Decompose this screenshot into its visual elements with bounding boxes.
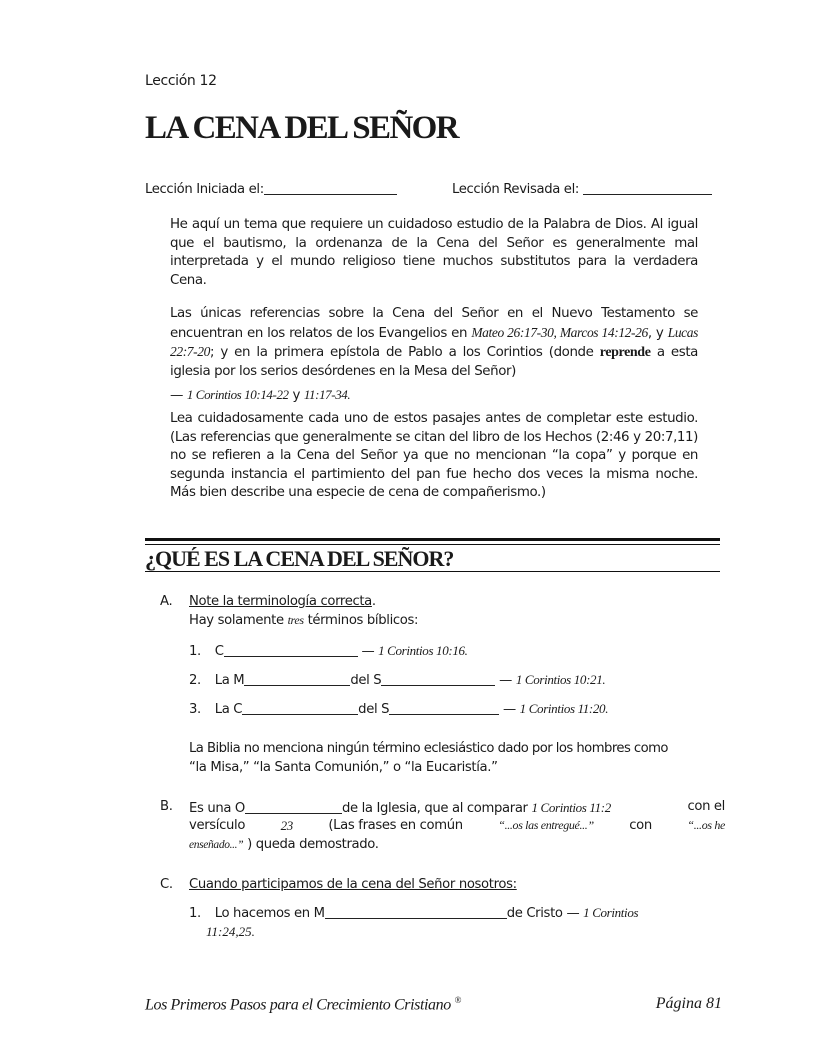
item-a-note-line-2: “la Misa,” “la Santa Comunión,” o “la Eucaristía.” xyxy=(189,760,498,775)
item-a-intro-text: Hay solamente xyxy=(189,613,284,628)
term-mid: del S xyxy=(350,673,382,688)
item-b-text: (Las frases en común xyxy=(328,818,463,833)
lesson-reviewed-field xyxy=(452,180,712,197)
term-item xyxy=(189,642,468,659)
lesson-reviewed-label: Lección Revisada el: xyxy=(452,182,579,197)
item-a-title-line xyxy=(189,594,376,609)
section-rule-top-thin xyxy=(145,544,720,545)
item-b-text: Es una O xyxy=(189,801,245,816)
sub-item-blank[interactable] xyxy=(325,904,507,919)
item-b-letter: B. xyxy=(160,799,173,814)
intro-p2-ref-lucas: Lucas 22:7-20 xyxy=(170,324,698,359)
lesson-started-field xyxy=(145,180,397,197)
intro-p2-dash: — xyxy=(170,388,183,403)
term-blank[interactable] xyxy=(381,671,495,686)
sub-item-ref-cont: 11:24,25. xyxy=(206,924,255,939)
intro-p2-refs-line xyxy=(170,386,698,406)
lesson-number: Lección 12 xyxy=(145,73,217,89)
item-b-quote: enseñado...” xyxy=(189,839,244,851)
footer-book-title xyxy=(145,995,461,1014)
term-blank[interactable] xyxy=(242,700,358,715)
item-b-text: ) queda demostrado. xyxy=(247,837,379,852)
item-a-note-line-1: La Biblia no menciona ningún término eclesiástico dado por los hombres como xyxy=(189,741,668,756)
item-a-letter: A. xyxy=(160,594,173,609)
sub-item-dash: — xyxy=(566,906,580,921)
term-reference: 1 Corintios 11:20. xyxy=(519,701,609,716)
sub-item-ref: 1 Corintios xyxy=(583,905,639,920)
intro-paragraph-3: Lea cuidadosamente cada uno de estos pasajes antes de completar este estudio. (Las referencias que generalmente se citan del libro de los Hechos (2:46 y 20:7,11) no se refieren a la Cena del Señor ya que no mencionan “la copa” y porque en segunda instancia el partimiento del pan fue hecho dos veces la misma noche. Más bien describe una especie de cena de compañerismo.) xyxy=(170,411,698,500)
item-a-title-end: . xyxy=(371,594,376,609)
term-item xyxy=(189,671,605,688)
term-prefix: C xyxy=(214,644,224,659)
item-b-line-2 xyxy=(189,818,725,834)
lesson-started-label: Lección Iniciada el: xyxy=(145,182,264,197)
intro-paragraph-2 xyxy=(170,305,698,381)
term-item xyxy=(189,700,608,717)
item-b-ref: 23 xyxy=(280,818,293,833)
intro-paragraph-1: He aquí un tema que requiere un cuidadoso estudio de la Palabra de Dios. Al igual que el bautismo, la ordenanza de la Cena del Señor es generalmente mal interpretada y el mundo religioso tiene muchos substitutos para la verdadera Cena. xyxy=(170,217,698,288)
intro-p2-text: ; y en la primera epístola de Pablo a los Corintios (donde xyxy=(209,345,594,360)
intro-p2-and: y xyxy=(292,388,301,403)
sub-item-text: de Cristo xyxy=(506,906,563,921)
item-c-title: Cuando participamos de la cena del Señor nosotros: xyxy=(189,877,517,892)
intro-p2-ref-corintios: 1 Corintios 10:14-22 xyxy=(186,387,289,402)
intro-p2-ref-gospels: Mateo 26:17-30, Marcos 14:12-26 xyxy=(471,324,648,340)
section-heading: ¿QUÉ ES LA CENA DEL SEÑOR? xyxy=(145,546,454,571)
item-b-line-1 xyxy=(189,799,725,816)
item-a-title: Note la terminología correcta xyxy=(189,594,372,609)
lesson-reviewed-blank[interactable] xyxy=(583,180,712,195)
page-title: LA CENA DEL SEÑOR xyxy=(145,110,458,146)
intro-p2-text: a esta iglesia por los serios desórdenes en la Mesa del Señor) xyxy=(170,345,698,379)
item-a-intro-text: términos bíblicos: xyxy=(307,613,419,628)
term-blank[interactable] xyxy=(224,642,358,657)
section-rule-top xyxy=(145,538,720,541)
intro-p2-text: , y xyxy=(647,325,664,341)
item-a-intro xyxy=(189,613,418,628)
intro-p2-text: Las únicas referencias sobre la Cena del Señor en el Nuevo Testamento se encuentran en los relatos de los Evangelios en xyxy=(170,306,698,341)
term-number: 2. xyxy=(189,673,201,688)
term-blank[interactable] xyxy=(244,671,350,686)
term-blank[interactable] xyxy=(389,700,499,715)
sub-item-number: 1. xyxy=(189,906,201,921)
item-b-text: con el xyxy=(687,799,725,814)
term-prefix: La M xyxy=(214,673,245,688)
term-dash: — xyxy=(499,673,512,688)
term-number: 1. xyxy=(189,644,201,659)
sub-item-text: Lo hacemos en M xyxy=(214,906,325,921)
item-c-sub-item xyxy=(189,904,719,921)
term-number: 3. xyxy=(189,702,201,717)
item-b-quote: “...os las entregué...” xyxy=(498,818,594,832)
item-b-line-3 xyxy=(189,837,379,852)
term-reference: 1 Corintios 10:16. xyxy=(378,643,468,658)
term-dash: — xyxy=(502,702,516,717)
item-b-text: de la Iglesia, que al comparar xyxy=(341,801,528,816)
section-rule-bottom xyxy=(145,571,720,572)
item-b-text: versículo xyxy=(189,818,246,833)
intro-p2-ref-corintios-2: 11:17-34. xyxy=(303,387,351,402)
lesson-started-blank[interactable] xyxy=(264,180,397,195)
item-b-blank[interactable] xyxy=(245,799,342,814)
intro-p2-bold: reprende xyxy=(599,345,651,360)
item-b-quote: “...os he xyxy=(687,818,725,832)
item-c-letter: C. xyxy=(160,877,173,892)
item-b-text: con xyxy=(629,818,652,833)
term-dash: — xyxy=(361,644,375,659)
term-mid: del S xyxy=(358,702,390,717)
item-a-intro-tres: tres xyxy=(287,613,304,627)
item-b-ref: 1 Corintios 11:2 xyxy=(531,800,611,815)
term-prefix: La C xyxy=(214,702,243,717)
footer-page-number: Página 81 xyxy=(655,995,722,1012)
footer-book-text: Los Primeros Pasos para el Crecimiento Cristiano xyxy=(145,996,451,1014)
term-reference: 1 Corintios 10:21. xyxy=(515,672,606,687)
registered-mark: ® xyxy=(454,995,461,1005)
